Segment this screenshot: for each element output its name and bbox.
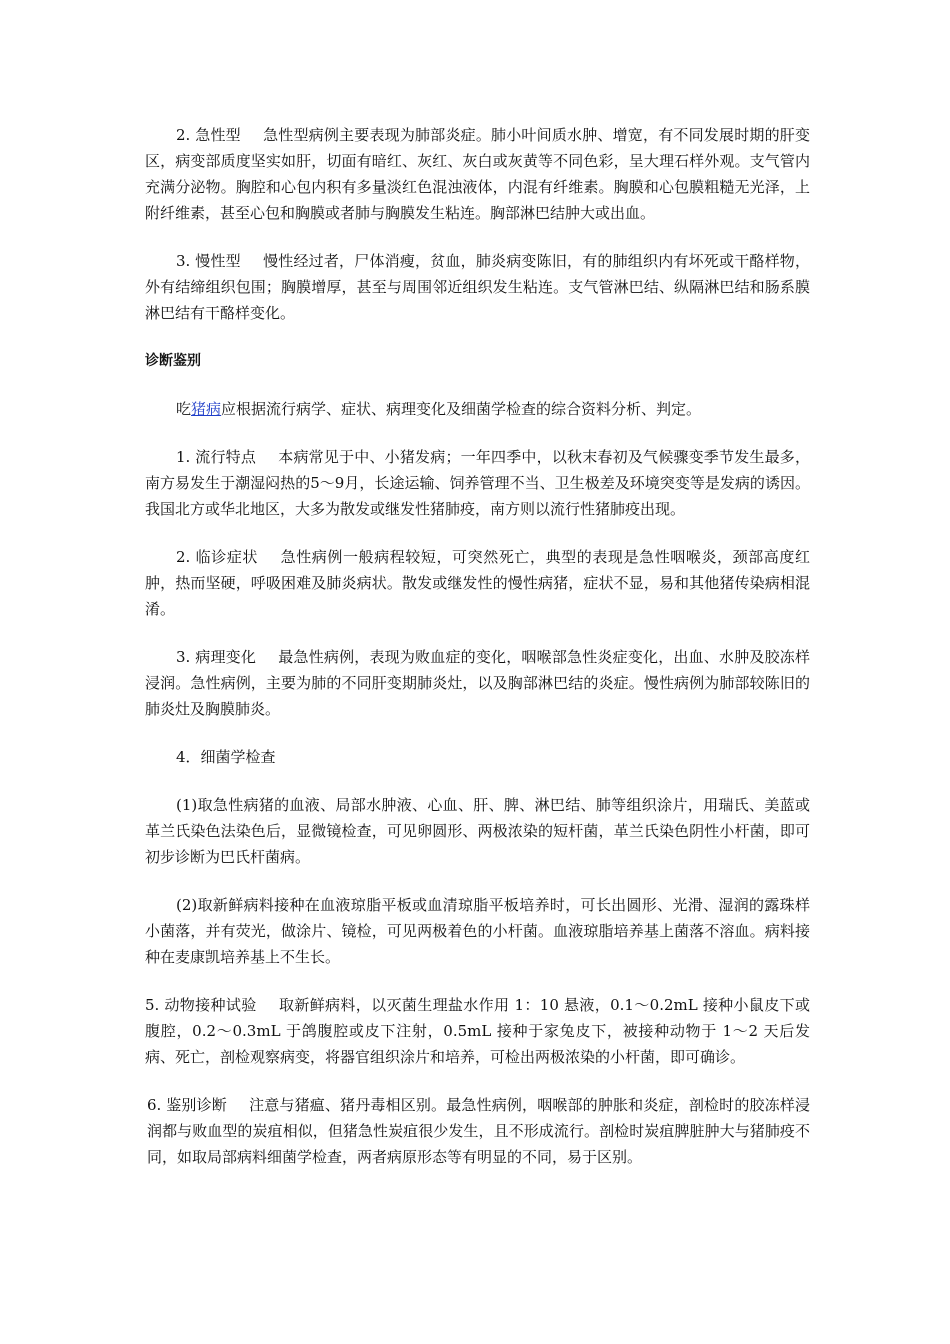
intro-before-text: 吃 (176, 400, 192, 418)
chronic-type-label: 3. 慢性型 (176, 252, 241, 270)
bacteriology-heading (145, 744, 810, 770)
intro-after-text: 应根据流行病学、症状、病理变化及细菌学检查的综合资料分析、判定。 (221, 400, 702, 418)
animal-inoculation-paragraph (145, 992, 810, 1070)
diagnosis-intro (145, 396, 810, 422)
clinical-symptoms-text: 急性病例一般病程较短，可突然死亡，典型的表现是急性咽喉炎，颈部高度红肿，热而坚硬，呼吸困难及肺炎病状。散发或继发性的慢性病猪，症状不显，易和其他猪传染病相混淆。 (145, 548, 810, 618)
differential-diagnosis-label: 6. 鉴别诊断 (147, 1096, 227, 1114)
animal-inoculation-text: 取新鲜病料，以灭菌生理盐水作用 1：10 悬液，0.1～0.2mL 接种小鼠皮下或腹腔，0.2～0.3mL 于鸽腹腔或皮下注射，0.5mL 接种于家兔皮下，被接种动物于 1～2 天后发病、死亡，剖检观察病变，将器官组织涂片和培养，可检出两极浓染的小杆菌，即可确诊。 (145, 996, 810, 1066)
acute-type-paragraph (145, 122, 810, 226)
clinical-symptoms-paragraph (145, 544, 810, 622)
document-page (145, 122, 810, 1192)
diagnosis-heading: 诊断鉴别 (145, 353, 201, 369)
animal-inoculation-label: 5. 动物接种试验 (145, 996, 257, 1014)
pathology-paragraph (145, 644, 810, 722)
epidemiology-label: 1. 流行特点 (176, 448, 257, 466)
bacteriology-step-2: (2)取新鲜病料接种在血液琼脂平板或血清琼脂平板培养时，可长出圆形、光滑、湿润的露珠样小菌落，并有荧光，做涂片、镜检，可见两极着色的小杆菌。血液琼脂培养基上菌落不溶血。病料接种在麦康凯培养基上不生长。 (145, 896, 810, 966)
clinical-symptoms-label: 2. 临诊症状 (176, 548, 259, 566)
pathology-label: 3. 病理变化 (176, 648, 257, 666)
chronic-type-paragraph (145, 248, 810, 326)
bacteriology-step-1: (1)取急性病猪的血液、局部水肿液、心血、肝、脾、淋巴结、肺等组织涂片，用瑞氏、美蓝或革兰氏染色法染色后，显微镜检查，可见卵圆形、两极浓染的短杆菌，革兰氏染色阴性小杆菌，即可初步诊断为巴氏杆菌病。 (145, 796, 810, 866)
pathology-text: 最急性病例，表现为败血症的变化，咽喉部急性炎症变化，出血、水肿及胶冻样浸润。急性病例，主要为肺的不同肝变期肺炎灶，以及胸部淋巴结的炎症。慢性病例为肺部较陈旧的肺炎灶及胸膜肺炎。 (145, 648, 810, 718)
chronic-type-text: 慢性经过者，尸体消瘦，贫血，肺炎病变陈旧，有的肺组织内有坏死或干酪样物，外有结缔组织包围；胸膜增厚，甚至与周围邻近组织发生粘连。支气管淋巴结、纵隔淋巴结和肠系膜淋巴结有干酪样变化。 (145, 252, 810, 322)
differential-diagnosis-text: 注意与猪瘟、猪丹毒相区别。最急性病例，咽喉部的肿胀和炎症，剖检时的胶冻样浸润都与败血型的炭疽相似，但猪急性炭疽很少发生，且不形成流行。剖检时炭疽脾脏肿大与猪肺疫不同，如取局部病料细菌学检查，两者病原形态等有明显的不同，易于区别。 (147, 1096, 810, 1166)
acute-type-text: 急性型病例主要表现为肺部炎症。肺小叶间质水肿、增宽，有不同发展时期的肝变区，病变部质度坚实如肝，切面有暗红、灰红、灰白或灰黄等不同色彩，呈大理石样外观。支气管内充满分泌物。胸腔和心包内积有多量淡红色混浊液体，内混有纤维素。胸膜和心包膜粗糙无光泽，上附纤维素，甚至心包和胸膜或者肺与胸膜发生粘连。胸部淋巴结肿大或出血。 (145, 126, 810, 222)
acute-type-label: 2. 急性型 (176, 126, 241, 144)
bacteriology-label: 4．细菌学检查 (176, 748, 276, 766)
differential-diagnosis-paragraph (145, 1092, 810, 1170)
pig-disease-link[interactable]: 猪病 (191, 400, 222, 418)
epidemiology-paragraph (145, 444, 810, 522)
epidemiology-text: 本病常见于中、小猪发病；一年四季中，以秋末春初及气候骤变季节发生最多，南方易发生于潮湿闷热的5～9月，长途运输、饲养管理不当、卫生极差及环境突变等是发病的诱因。我国北方或华北地区，大多为散发或继发性猪肺疫，南方则以流行性猪肺疫出现。 (145, 448, 810, 518)
